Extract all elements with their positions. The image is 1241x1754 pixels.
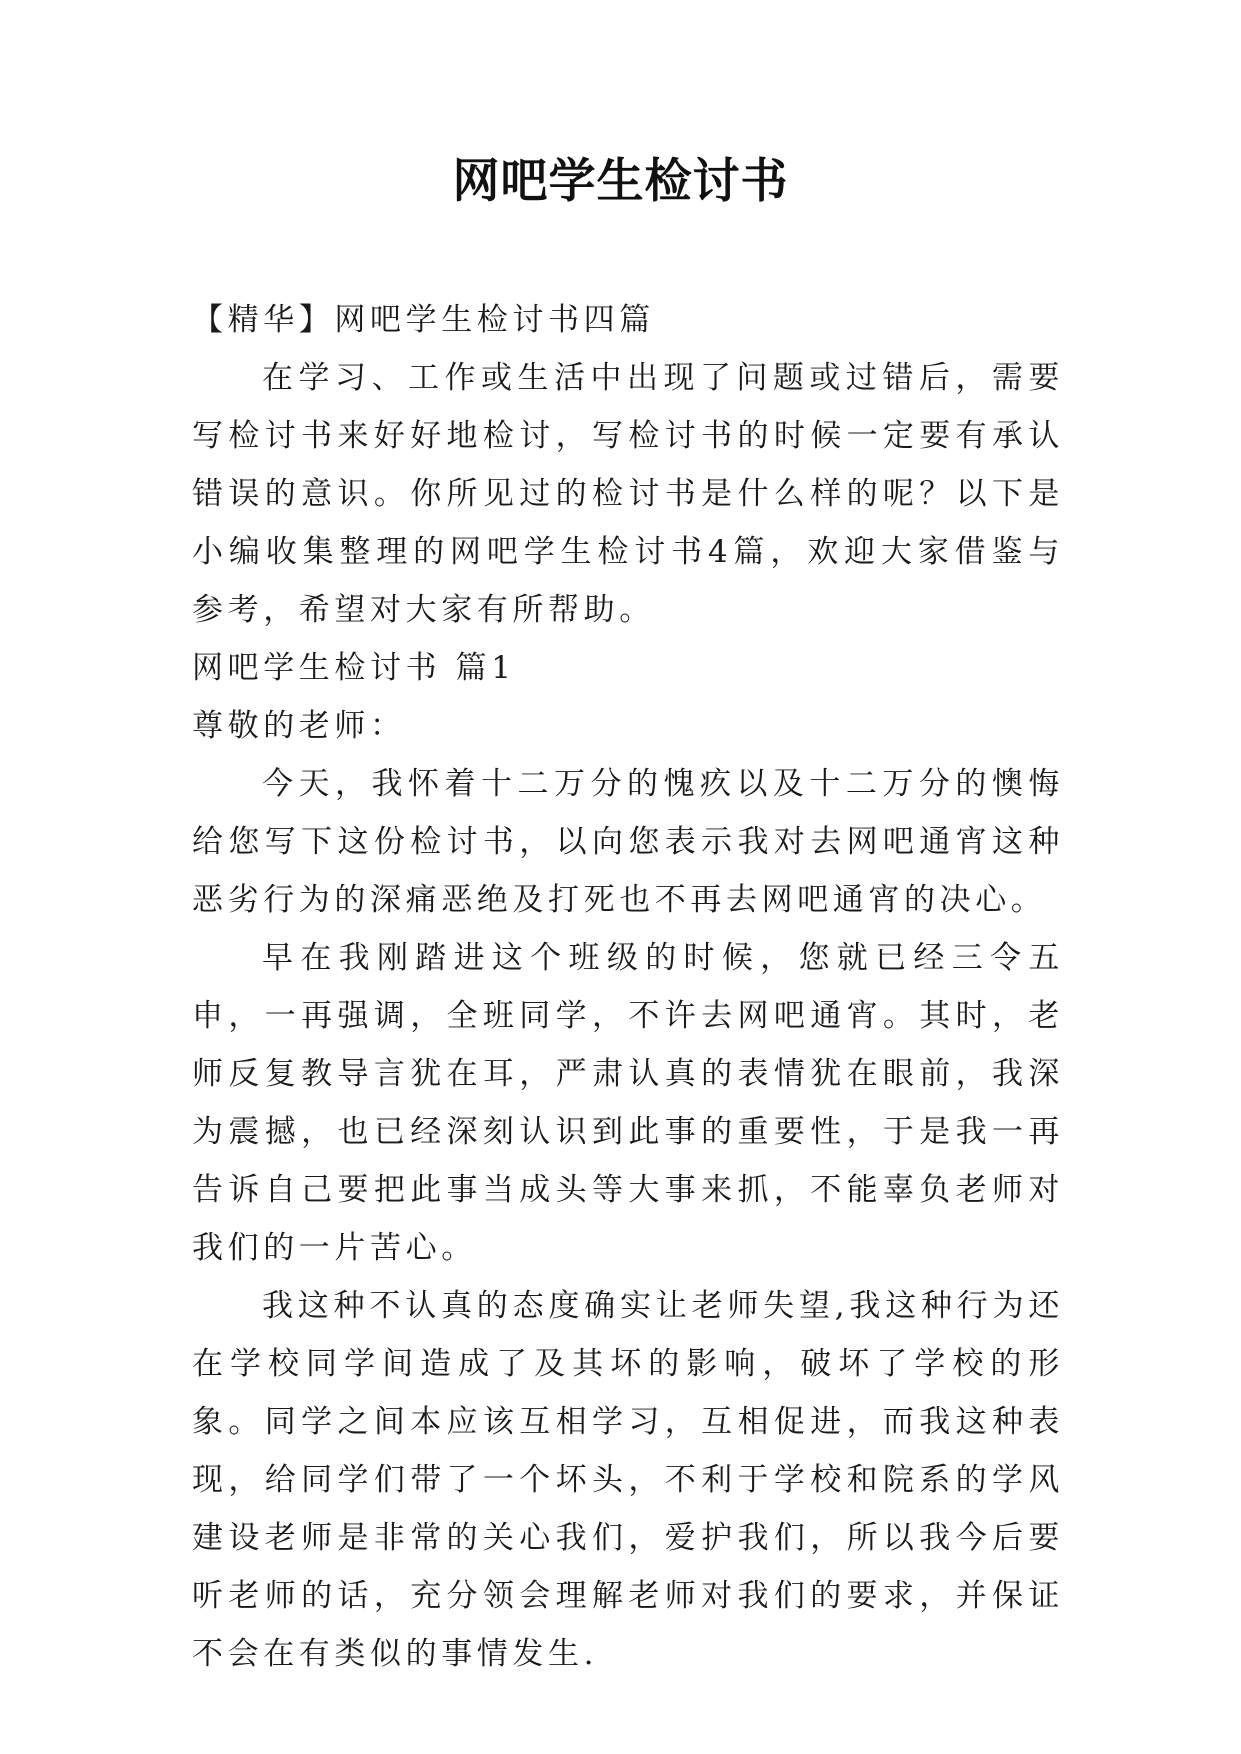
salutation: 尊敬的老师： bbox=[192, 708, 406, 744]
document-subtitle: 【精华】网吧学生检讨书四篇 bbox=[192, 302, 655, 338]
document-body bbox=[192, 291, 1064, 1683]
body-paragraph-2: 早在我刚踏进这个班级的时候，您就已经三令五申，一再强调，全班同学，不许去网吧通宵。其时，老师反复教导言犹在耳，严肃认真的表情犹在眼前，我深为震撼，也已经深刻认识到此事的重要性，于是我一再告诉自己要把此事当成头等大事来抓，不能辜负老师对我们的一片苦心。 bbox=[192, 940, 1064, 1266]
section-heading: 网吧学生检讨书 篇1 bbox=[192, 650, 516, 686]
body-paragraph-3: 我这种不认真的态度确实让老师失望,我这种行为还在学校同学间造成了及其坏的影响，破坏了学校的形象。同学之间本应该互相学习，互相促进，而我这种表现，给同学们带了一个坏头，不利于学校和院系的学风建设老师是非常的关心我们，爱护我们，所以我今后要听老师的话，充分领会理解老师对我们的要求，并保证不会在有类似的事情发生. bbox=[192, 1288, 1064, 1672]
intro-paragraph: 在学习、工作或生活中出现了问题或过错后，需要写检讨书来好好地检讨，写检讨书的时候一定要有承认错误的意识。你所见过的检讨书是什么样的呢？以下是小编收集整理的网吧学生检讨书4篇，欢迎大家借鉴与参考，希望对大家有所帮助。 bbox=[192, 360, 1064, 628]
document-title: 网吧学生检讨书 bbox=[452, 154, 789, 209]
body-paragraph-1: 今天，我怀着十二万分的愧疚以及十二万分的懊悔给您写下这份检讨书，以向您表示我对去网吧通宵这种恶劣行为的深痛恶绝及打死也不再去网吧通宵的决心。 bbox=[192, 766, 1064, 918]
